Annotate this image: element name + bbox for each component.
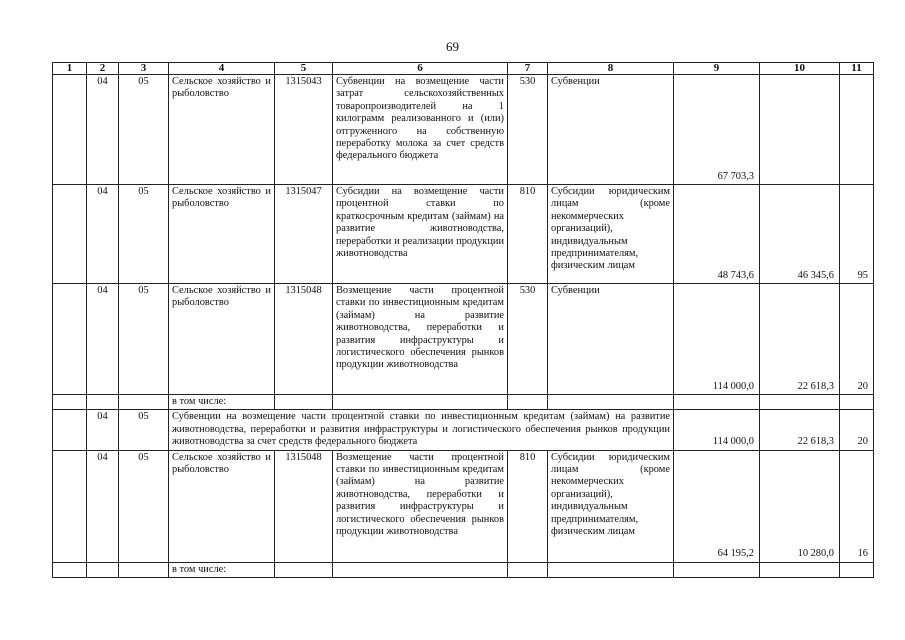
cell-percent [840,562,874,577]
cell-executed [760,395,840,410]
cell-section-name: Сельское хозяйство и рыболовство [169,450,275,562]
cell-subsection: 05 [119,75,169,185]
cell-amount [674,395,760,410]
cell-percent [840,75,874,185]
cell-description: Субсидии на возмещение части процентной ставки по краткосрочным кредитам (займам) на развитие животноводства, переработки и реализации продукции животноводства [333,185,508,284]
including-label: в том числе: [169,395,275,410]
cell-type-name [548,395,674,410]
table-row [53,185,874,284]
cell-code: 1315043 [275,75,333,185]
col-header: 2 [87,63,119,75]
col-header: 4 [169,63,275,75]
col-header: 6 [333,63,508,75]
cell-subsection: 05 [119,410,169,450]
cell-executed [760,562,840,577]
including-label: в том числе: [169,562,275,577]
cell-type-name: Субсидии юридическим лицам (кроме некоммерческих организаций), индивидуальным предпринимателям, физическим лицам [548,450,674,562]
cell-amount: 67 703,3 [674,75,760,185]
cell-section: 04 [87,185,119,284]
cell-wide-description: Субвенции на возмещение части процентной ставки по инвестиционным кредитам (займам) на развитие животноводства, переработки и развития инфраструктуры и логистического обеспечения рынков продукции животноводства за счет средств федерального бюджета [169,410,674,450]
cell-description: Возмещение части процентной ставки по инвестиционным кредитам (займам) на развитие животноводства, переработки и развития инфраструктуры и логистического обеспечения рынков продукции животноводства [333,284,508,395]
cell-amount: 114 000,0 [674,410,760,450]
cell-code: 1315048 [275,450,333,562]
col-header: 5 [275,63,333,75]
cell-subsection: 05 [119,450,169,562]
cell-percent [840,395,874,410]
cell-c1 [53,185,87,284]
header-row [53,63,874,75]
cell-percent: 16 [840,450,874,562]
cell-type-name: Субвенции [548,75,674,185]
cell-c1 [53,395,87,410]
col-header: 9 [674,63,760,75]
col-header: 3 [119,63,169,75]
table-row-subtotal-label [53,562,874,577]
cell-description: Возмещение части процентной ставки по инвестиционным кредитам (займам) на развитие животноводства, переработки и развития инфраструктуры и логистического обеспечения рынков продукции животноводства [333,450,508,562]
cell-amount [674,562,760,577]
col-header: 11 [840,63,874,75]
table-row-subtotal-label [53,395,874,410]
cell-executed: 22 618,3 [760,284,840,395]
cell-type-code: 810 [508,450,548,562]
cell-subsection [119,395,169,410]
cell-c1 [53,410,87,450]
cell-subsection: 05 [119,284,169,395]
col-header: 7 [508,63,548,75]
page-number: 69 [446,39,459,54]
cell-section: 04 [87,284,119,395]
cell-c1 [53,284,87,395]
cell-section-name: Сельское хозяйство и рыболовство [169,284,275,395]
col-header: 1 [53,63,87,75]
cell-amount: 64 195,2 [674,450,760,562]
cell-executed [760,75,840,185]
cell-amount: 48 743,6 [674,185,760,284]
cell-section [87,562,119,577]
cell-section-name: Сельское хозяйство и рыболовство [169,185,275,284]
cell-percent: 20 [840,410,874,450]
table-row [53,284,874,395]
table-row [53,450,874,562]
cell-section: 04 [87,410,119,450]
table-row [53,75,874,185]
cell-executed: 22 618,3 [760,410,840,450]
cell-executed: 10 280,0 [760,450,840,562]
cell-type-name: Субсидии юридическим лицам (кроме некоммерческих организаций), индивидуальным предпринимателям, физическим лицам [548,185,674,284]
cell-subsection: 05 [119,185,169,284]
cell-c1 [53,75,87,185]
cell-executed: 46 345,6 [760,185,840,284]
cell-c1 [53,562,87,577]
cell-percent: 95 [840,185,874,284]
cell-type-name: Субвенции [548,284,674,395]
cell-percent: 20 [840,284,874,395]
cell-description [333,562,508,577]
cell-description [333,395,508,410]
cell-code [275,395,333,410]
budget-table [52,62,874,578]
cell-section: 04 [87,75,119,185]
cell-type-name [548,562,674,577]
cell-type-code [508,395,548,410]
cell-section-name: Сельское хозяйство и рыболовство [169,75,275,185]
cell-description: Субвенции на возмещение части затрат сельскохозяйственных товаропроизводителей на 1 килограмм реализованного и (или) отгруженного на собственную переработку молока за счет средств федерального бюджета [333,75,508,185]
cell-type-code: 810 [508,185,548,284]
cell-code [275,562,333,577]
cell-subsection [119,562,169,577]
col-header: 8 [548,63,674,75]
cell-amount: 114 000,0 [674,284,760,395]
cell-code: 1315048 [275,284,333,395]
cell-c1 [53,450,87,562]
table-row-wide [53,410,874,450]
cell-section: 04 [87,450,119,562]
cell-type-code: 530 [508,75,548,185]
cell-type-code [508,562,548,577]
cell-code: 1315047 [275,185,333,284]
cell-type-code: 530 [508,284,548,395]
col-header: 10 [760,63,840,75]
cell-section [87,395,119,410]
